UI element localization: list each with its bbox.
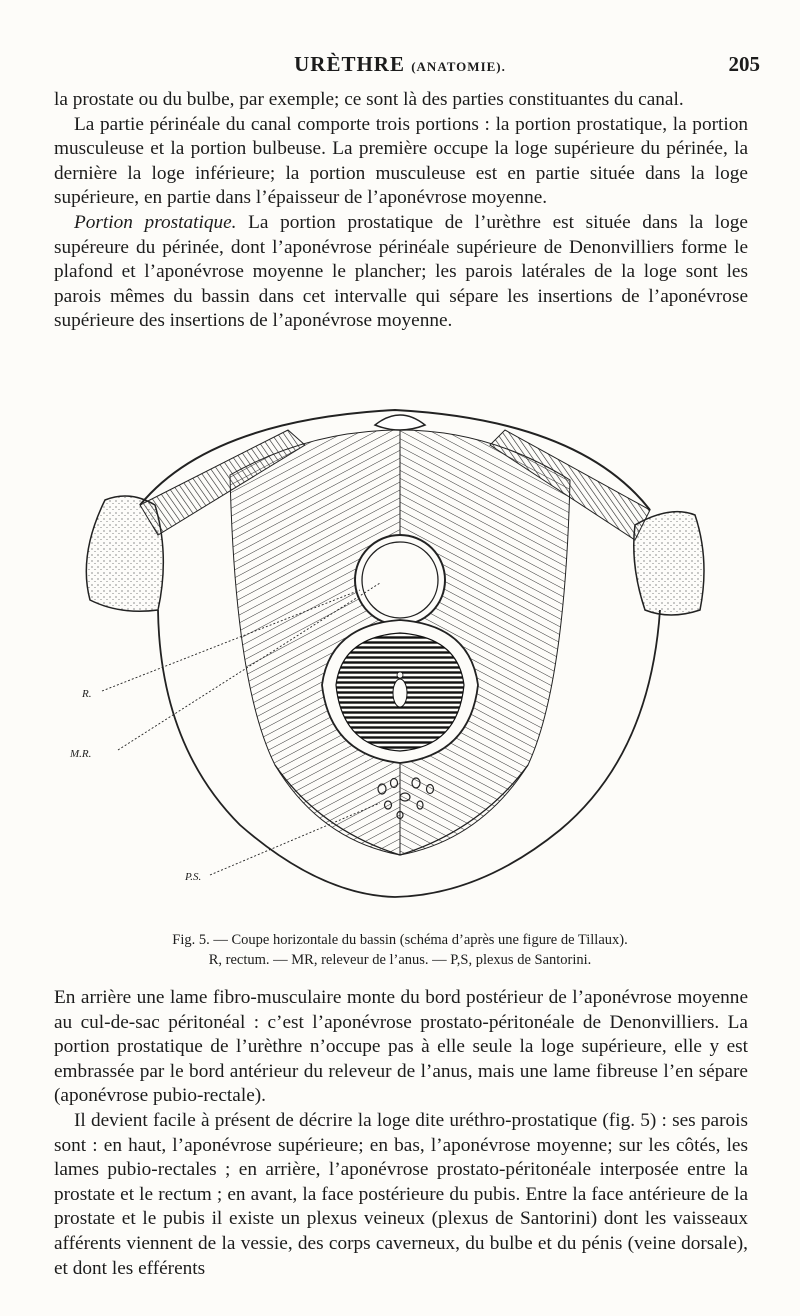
label-mr: M.R. bbox=[70, 748, 92, 760]
paragraph-perineal-part: La partie périnéale du canal comporte trois portions : la portion prostatique, la portion musculeuse et la portion bulbeuse. La première occupe la loge supérieure du périnée, la dernière la loge inférieure; la portion musculeuse est en partie située dans la loge supérieure, en partie dans l’épaisseur de l’aponévrose moyenne. bbox=[54, 113, 748, 209]
running-head-sub: (ANATOMIE). bbox=[411, 59, 506, 74]
pubic-symphysis bbox=[375, 415, 425, 430]
running-head-main: URÈTHRE bbox=[294, 52, 405, 76]
paragraph-posterior-lamina: En arrière une lame fibro-musculaire monte du bord postérieur de l’aponévrose moyenne au cul-de-sac péritonéal : c’est l’aponévrose prostato-péritonéale de Denonvilliers. La portion prostatique de l’urèthre n’occupe pas à elle seule la loge supérieure, elle y est embrassée par le bord antérieur du releveur de l’anus, mais une lame fibreuse l’en sépare (aponévrose pubio-rectale). bbox=[54, 987, 748, 1107]
paragraph-continuation: la prostate ou du bulbe, par exemple; ce sont là des parties constituantes du canal. bbox=[54, 89, 684, 110]
rectum-lumen bbox=[393, 679, 407, 707]
paragraph-urethro-prostatic-lodge: Il devient facile à présent de décrire la loge dite uréthro-prostatique (fig. 5) : ses parois sont : en haut, l’aponévrose supérieure; en bas, l’aponévrose moyenne; sur les côtés, les lames pubio-rectales ; en arrière, l’aponévrose prostato-péritonéale interposée entre la prostate et le rectum ; en avant, la face postérieure du pubis. Entre la face antérieure de la prostate et le pubis il existe un plexus veineux (plexus de Santorini) dont les vaisseaux afférents viennent de la vessie, des corps caverneux, du bulbe et du pénis (veine dorsale), et dont les efférents bbox=[54, 1109, 748, 1279]
figure-caption-title: Fig. 5. — Coupe horizontale du bassin (schéma d’après une figure de Tillaux). bbox=[172, 932, 628, 948]
left-ischium bbox=[86, 496, 163, 611]
prostate-circle bbox=[355, 535, 445, 625]
page-number: 205 bbox=[728, 52, 760, 76]
pelvis-diagram bbox=[60, 385, 760, 930]
label-ps: P.S. bbox=[185, 871, 202, 883]
right-ischium bbox=[634, 512, 704, 615]
label-r: R. bbox=[82, 688, 92, 700]
running-head bbox=[0, 52, 800, 82]
figure-pelvis-section bbox=[60, 385, 760, 930]
running-head-title bbox=[0, 52, 800, 77]
section-text: La portion prostatique de l’urèthre est située dans la loge supéreure du périnée, dont l’aponévrose périnéale supérieure de Denonvilliers forme le plafond et l’aponévrose moyenne le plancher; les parois latérales de la loge sont les parois mêmes du bassin dans cet intervalle qui sépare les insertions de l’aponévrose supérieure des insertions de l’aponévrose moyenne. bbox=[54, 211, 748, 332]
section-lead: Portion prostatique. bbox=[74, 211, 237, 233]
figure-caption-legend: R, rectum. — MR, releveur de l’anus. — P,S, plexus de Santorini. bbox=[208, 952, 592, 968]
text-block-bottom bbox=[54, 986, 748, 1281]
text-block-top bbox=[54, 88, 748, 334]
paragraph-prostatic-portion bbox=[54, 211, 748, 334]
